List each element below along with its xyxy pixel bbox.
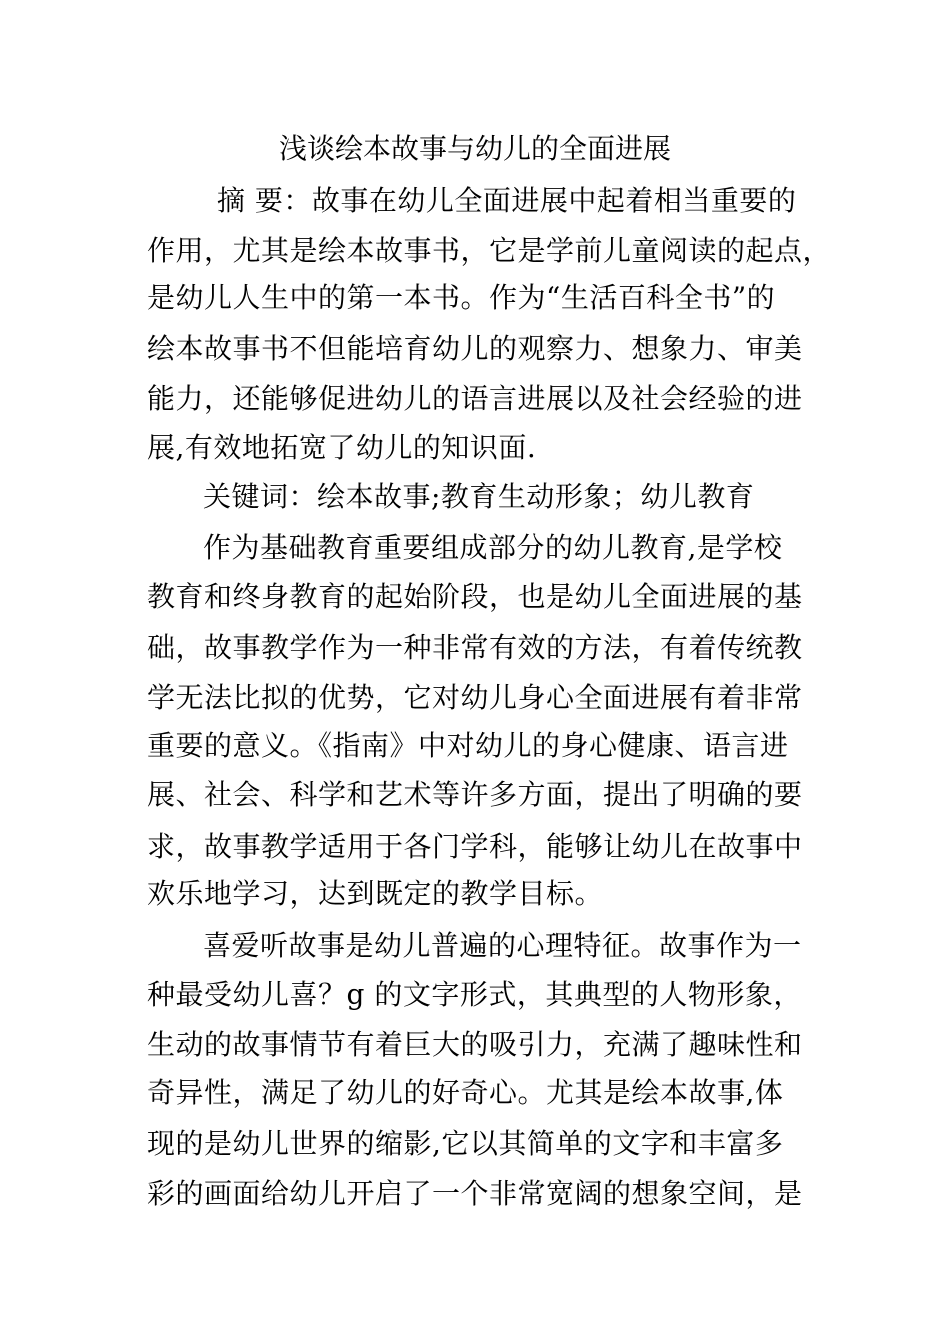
paragraph-line: 求，故事教学适用于各门学科，能够让幼儿在故事中 — [147, 830, 803, 863]
paragraph-line: 种最受幼儿喜？g 的文字形式，其典型的人物形象， — [147, 978, 802, 1011]
abstract-line: 展,有效地拓宽了幼儿的知识面. — [147, 431, 537, 464]
paragraph-line: 现的是幼儿世界的缩影,它以其简单的文字和丰富多 — [147, 1127, 784, 1160]
abstract-line: 作用，尤其是绘本故事书，它是学前儿童阅读的起点， — [147, 234, 832, 267]
paragraph-line: 喜爱听故事是幼儿普遍的心理特征。故事作为一 — [203, 929, 802, 962]
abstract-line: 是幼儿人生中的第一本书。作为“生活百科全书”的 — [147, 281, 776, 314]
paragraph-line: 重要的意义。《指南》中对幼儿的身心健康、语言进 — [147, 729, 789, 762]
paragraph-line: 奇异性，满足了幼儿的好奇心。尤其是绘本故事,体 — [147, 1076, 784, 1109]
paragraph-line: 础，故事教学作为一种非常有效的方法，有着传统教 — [147, 631, 803, 664]
paragraph-line: 彩的画面给幼儿开启了一个非常宽阔的想象空间，是 — [147, 1177, 803, 1210]
abstract-line: 能力，还能够促进幼儿的语言进展以及社会经验的进 — [147, 382, 803, 415]
abstract-line: 摘 要：故事在幼儿全面进展中起着相当重要的 — [217, 184, 797, 217]
paragraph-line: 教育和终身教育的起始阶段，也是幼儿全面进展的基 — [147, 580, 803, 613]
paragraph-line: 展、社会、科学和艺术等许多方面，提出了明确的要 — [147, 778, 803, 811]
paragraph-line: 学无法比拟的优势，它对幼儿身心全面进展有着非常 — [147, 681, 803, 714]
paragraph-line: 作为基础教育重要组成部分的幼儿教育,是学校 — [203, 531, 783, 564]
paragraph-line: 欢乐地学习，达到既定的教学目标。 — [147, 877, 604, 910]
abstract-line: 绘本故事书不但能培育幼儿的观察力、想象力、审美 — [147, 332, 803, 365]
keywords-line: 关键词：绘本故事;教育生动形象；幼儿教育 — [203, 480, 755, 513]
document-title: 浅谈绘本故事与幼儿的全面进展 — [278, 132, 671, 165]
paragraph-line: 生动的故事情节有着巨大的吸引力，充满了趣味性和 — [147, 1028, 803, 1061]
